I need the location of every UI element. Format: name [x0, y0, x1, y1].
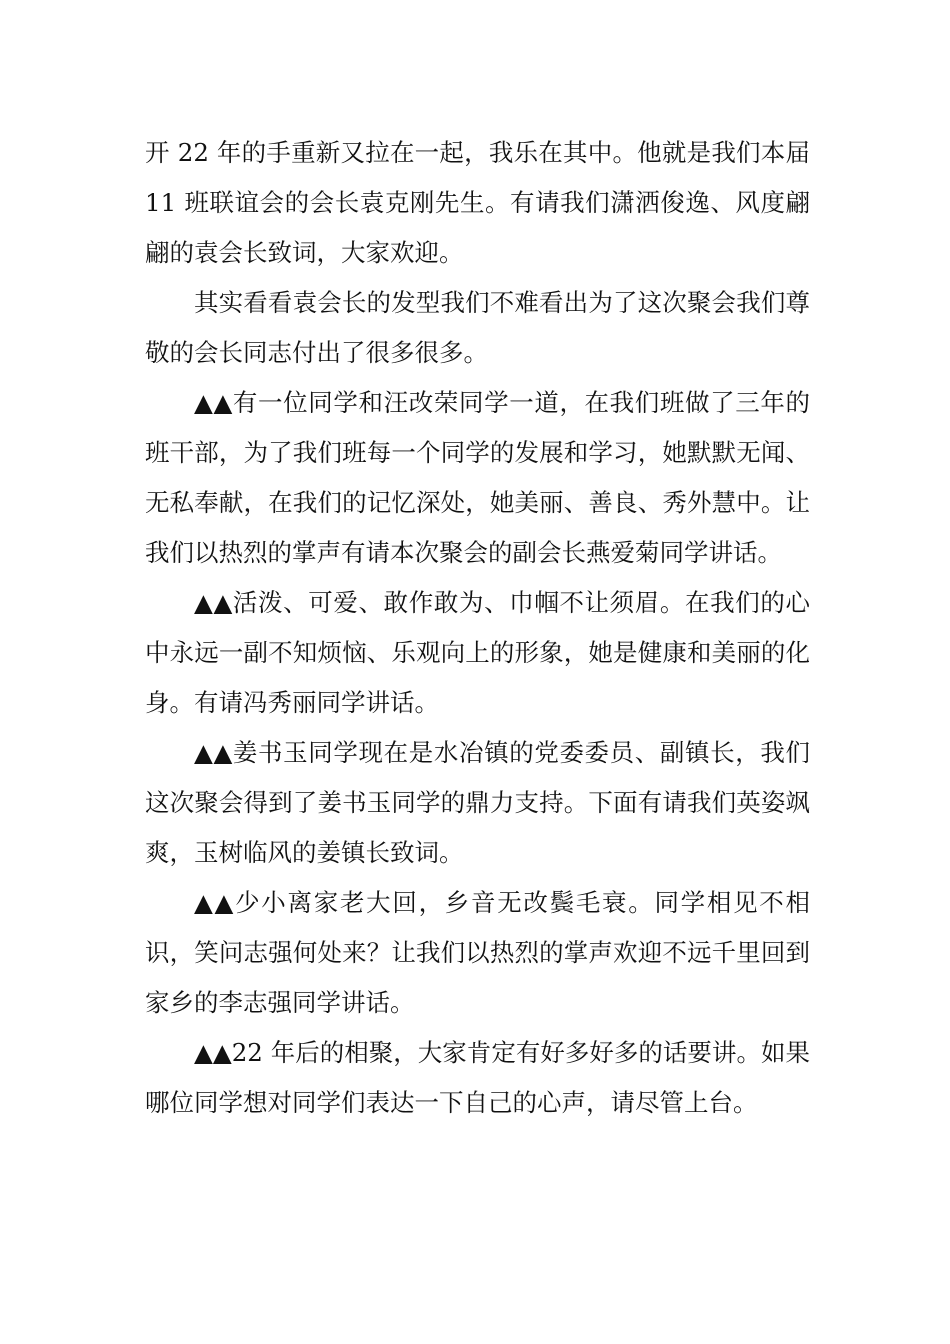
- paragraph-4: ▲▲活泼、可爱、敢作敢为、巾帼不让须眉。在我们的心中永远一副不知烦恼、乐观向上的形象，她是健康和美丽的化身。有请冯秀丽同学讲话。: [145, 588, 810, 717]
- paragraph-7: ▲▲22 年后的相聚，大家肯定有好多好多的话要讲。如果哪位同学想对同学们表达一下自己的心声，请尽管上台。: [145, 1038, 810, 1117]
- paragraph-3: ▲▲有一位同学和汪改荣同学一道，在我们班做了三年的班干部，为了我们班每一个同学的发展和学习，她默默无闻、无私奉献，在我们的记忆深处，她美丽、善良、秀外慧中。让我们以热烈的掌声有请本次聚会的副会长燕爱菊同学讲话。: [145, 388, 810, 567]
- paragraph-5: ▲▲姜书玉同学现在是水冶镇的党委委员、副镇长，我们这次聚会得到了姜书玉同学的鼎力支持。下面有请我们英姿飒爽，玉树临风的姜镇长致词。: [145, 738, 810, 867]
- paragraph-6: ▲▲少小离家老大回，乡音无改鬓毛衰。同学相见不相识，笑问志强何处来？让我们以热烈的掌声欢迎不远千里回到家乡的李志强同学讲话。: [145, 888, 810, 1017]
- paragraph-1: 开 22 年的手重新又拉在一起，我乐在其中。他就是我们本届 11 班联谊会的会长袁克刚先生。有请我们潇洒俊逸、风度翩翩的袁会长致词，大家欢迎。: [145, 138, 810, 267]
- document-page: [145, 128, 810, 1128]
- paragraph-2: 其实看看袁会长的发型我们不难看出为了这次聚会我们尊敬的会长同志付出了很多很多。: [145, 288, 810, 367]
